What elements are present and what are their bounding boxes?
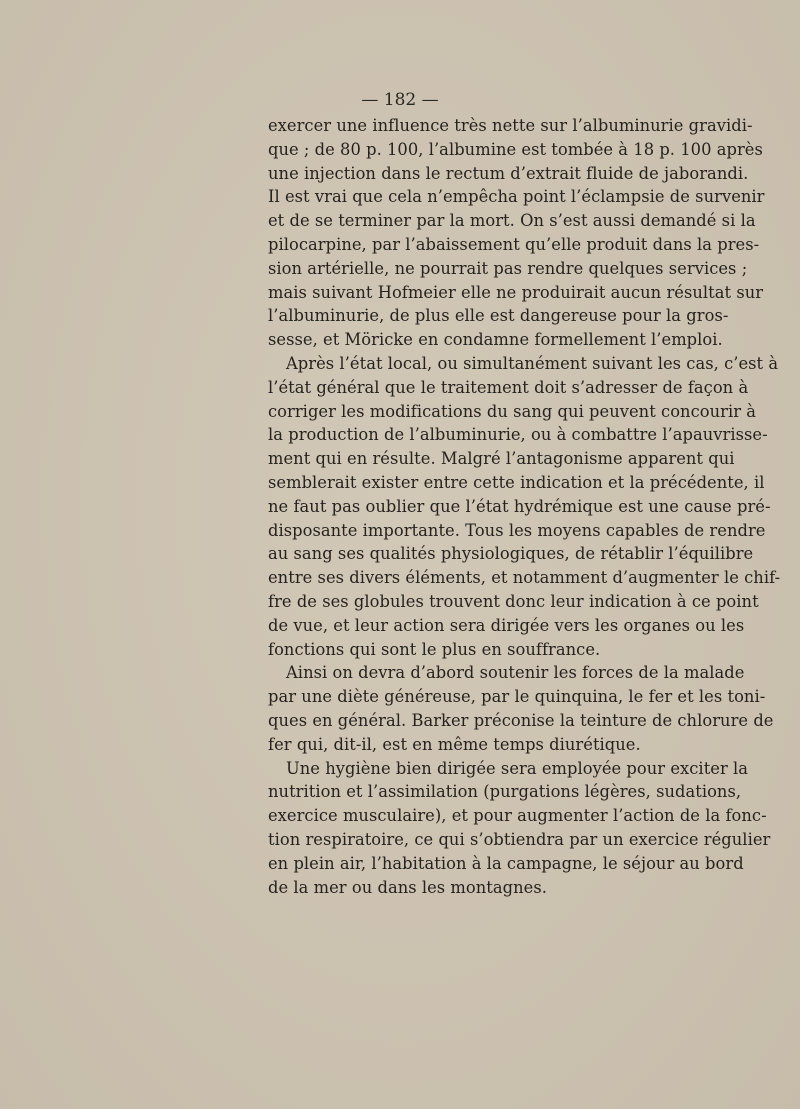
page-number: — 182 — — [361, 90, 439, 110]
text-line: que ; de 80 p. 100, l’albumine est tombée à 18 p. 100 après — [268, 139, 763, 159]
text-line: pilocarpine, par l’abaissement qu’elle produit dans la pres- — [268, 234, 760, 254]
text-line: semblerait exister entre cette indication et la précédente, il — [268, 472, 765, 492]
text-line: corriger les modifications du sang qui peuvent concourir à — [268, 401, 757, 421]
paragraph-start-line: Ainsi on devra d’abord soutenir les forces de la malade — [286, 663, 745, 683]
text-line: mais suivant Hofmeier elle ne produirait aucun résultat sur — [268, 282, 764, 302]
text-line: et de se terminer par la mort. On s’est aussi demandé si la — [268, 211, 756, 231]
text-line: l’albuminurie, de plus elle est dangereuse pour la gros- — [268, 306, 729, 326]
text-line: par une diète généreuse, par le quinquina, le fer et les toni- — [268, 687, 766, 707]
text-line: de vue, et leur action sera dirigée vers les organes ou les — [268, 615, 745, 635]
text-line: ment qui en résulte. Malgré l’antagonisme apparent qui — [268, 449, 735, 469]
text-line: exercer une influence très nette sur l’albuminurie gravidi- — [268, 116, 753, 135]
text-line: ques en général. Barker préconise la teinture de chlorure de — [268, 710, 774, 730]
text-line: entre ses divers éléments, et notamment d’augmenter le chif- — [268, 568, 781, 588]
text-line: au sang ses qualités physiologiques, de rétablir l’équilibre — [268, 544, 754, 564]
text-line: en plein air, l’habitation à la campagne, le séjour au bord — [268, 853, 744, 873]
text-line: fer qui, dit-il, est en même temps diurétique. — [268, 734, 641, 754]
text-line: sesse, et Möricke en condamne formellement l’emploi. — [268, 330, 723, 350]
text-line: la production de l’albuminurie, ou à combattre l’apauvrisse- — [268, 425, 768, 445]
text-line: sion artérielle, ne pourrait pas rendre quelques services ; — [268, 258, 748, 278]
text-line: l’état général que le traitement doit s’adresser de façon à — [268, 377, 749, 397]
text-line: tion respiratoire, ce qui s’obtiendra par un exercice régulier — [268, 829, 771, 849]
body-text — [268, 114, 781, 899]
text-line: disposante importante. Tous les moyens capables de rendre — [268, 520, 766, 540]
text-line: fonctions qui sont le plus en souffrance. — [268, 639, 601, 659]
text-line: fre de ses globules trouvent donc leur indication à ce point — [268, 591, 759, 611]
text-line: nutrition et l’assimilation (purgations légères, sudations, — [268, 782, 742, 802]
text-line: exercice musculaire), et pour augmenter l’action de la fonc- — [268, 806, 767, 826]
paragraph-start-line: Après l’état local, ou simultanément suivant les cas, c’est à — [286, 353, 779, 373]
text-line: de la mer ou dans les montagnes. — [268, 877, 547, 897]
text-line: ne faut pas oublier que l’état hydrémique est une cause pré- — [268, 496, 771, 516]
text-line: une injection dans le rectum d’extrait fluide de jaborandi. — [268, 163, 749, 183]
text-line: Il est vrai que cela n’empêcha point l’éclampsie de survenir — [268, 187, 765, 207]
paragraph-start-line: Une hygiène bien dirigée sera employée pour exciter la — [286, 758, 749, 778]
